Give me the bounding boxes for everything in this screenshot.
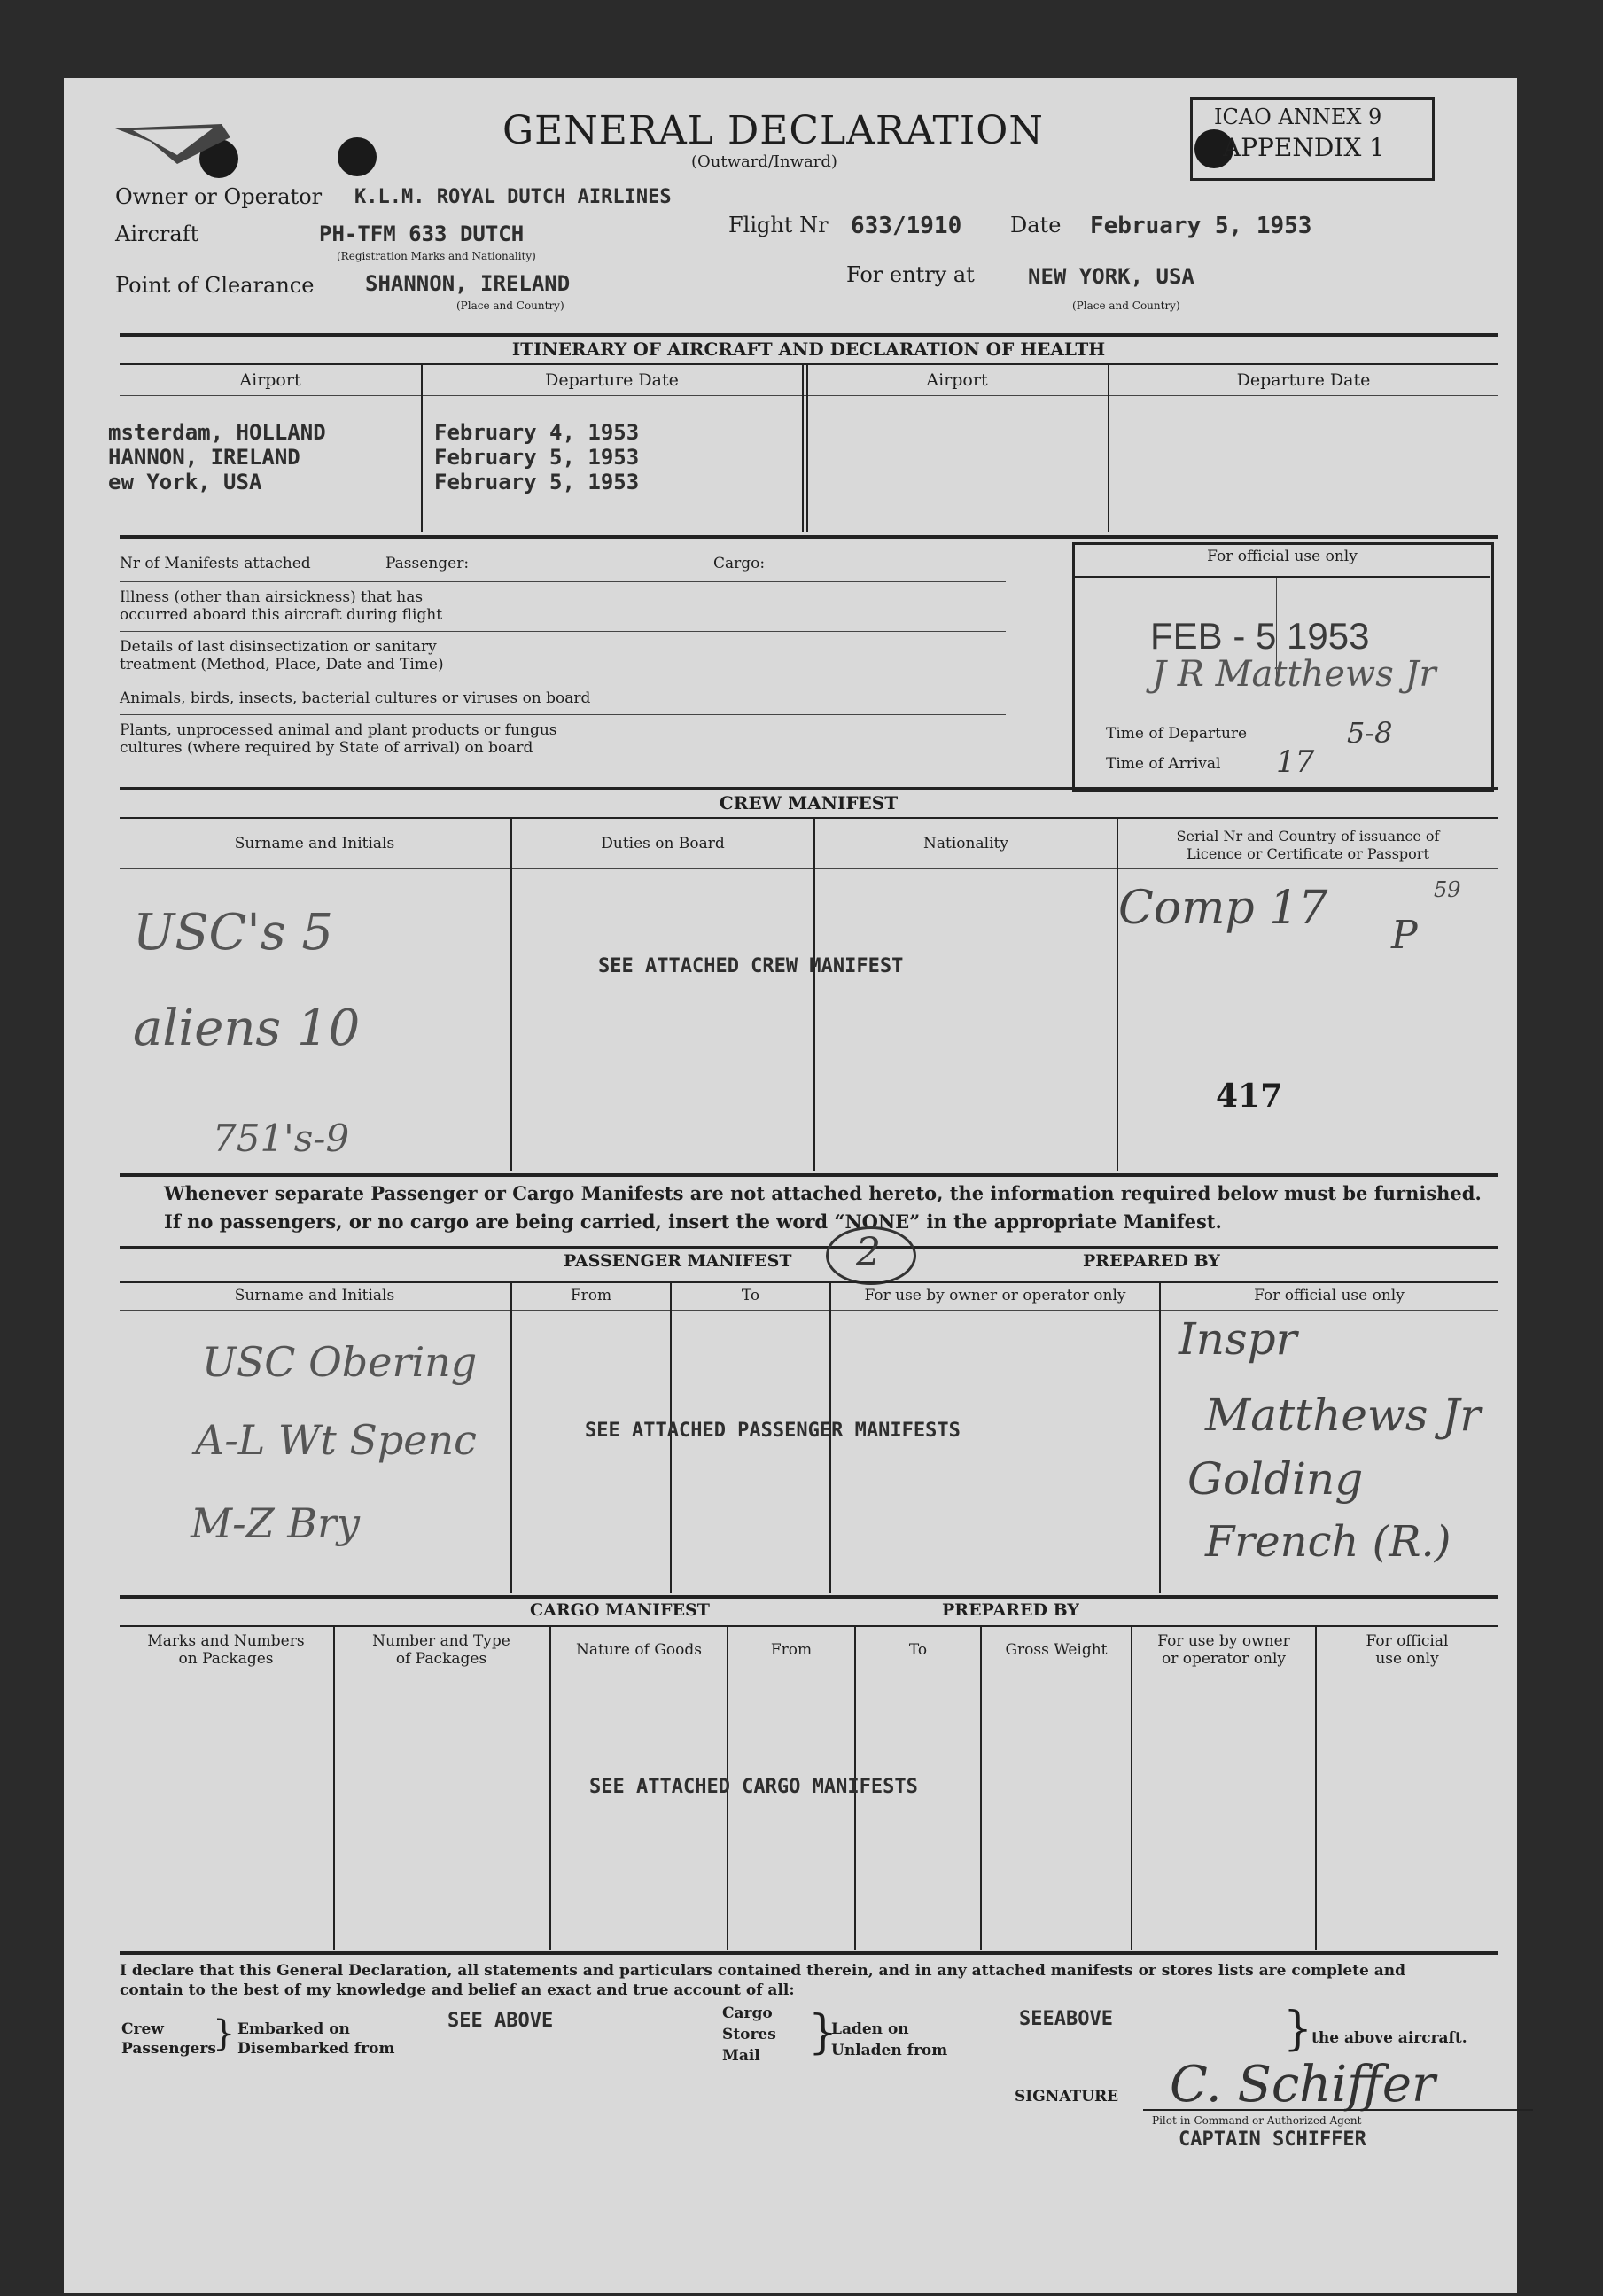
passenger-heading: PASSENGER MANIFEST <box>564 1251 792 1271</box>
crew-hw-comp-sup: 59 <box>1434 877 1461 902</box>
received-date-stamp: FEB - 5 1953 <box>1150 615 1370 657</box>
health-rule-1 <box>120 581 1006 582</box>
itinerary-col-departure-2: Departure Date <box>1236 370 1371 390</box>
cargo-col-from: From <box>770 1641 813 1659</box>
itinerary-date: February 5, 1953 <box>434 445 640 470</box>
date-value: February 5, 1953 <box>1090 213 1312 239</box>
passenger-body-text: SEE ATTACHED PASSENGER MANIFESTS <box>585 1420 961 1442</box>
pilot-note: Pilot-in-Command or Authorized Agent <box>1152 2114 1362 2127</box>
form-subtitle: (Outward/Inward) <box>691 152 837 171</box>
cargo-col-official-1: For official <box>1366 1632 1449 1650</box>
disinsect-label-1: Details of last disinsectization or sanitary <box>120 638 437 656</box>
crew-div-1 <box>510 817 512 1171</box>
cargo-col-marks-2: on Packages <box>178 1650 274 1668</box>
passenger-hw-right-2: Matthews Jr <box>1205 1389 1482 1441</box>
aircraft-value: PH-TFM 633 DUTCH <box>319 222 525 246</box>
passenger-col-from: From <box>570 1287 612 1304</box>
cargo-col-owner-2: or operator only <box>1161 1650 1287 1668</box>
health-rule-4 <box>120 714 1006 715</box>
itinerary-top-rule <box>120 333 1498 337</box>
notice-line-2: If no passengers, or no cargo are being carried, insert the word “NONE” in the appropriate Manifest. <box>164 1210 1222 1233</box>
cargo-col-official-2: use only <box>1375 1650 1439 1668</box>
time-arrival-value: 17 <box>1276 744 1315 780</box>
passenger-hw-left-2: A-L Wt Spenc <box>195 1416 477 1464</box>
flight-value: 633/1910 <box>851 213 962 239</box>
cargo-col-number-2: of Packages <box>395 1650 487 1668</box>
declaration-embarked: Embarked on <box>237 2020 350 2038</box>
passenger-div-1 <box>510 1281 512 1593</box>
passenger-prepared-by: PREPARED BY <box>1083 1251 1220 1271</box>
crew-div-2 <box>813 817 815 1171</box>
punch-hole-center <box>338 137 377 176</box>
clearance-value: SHANNON, IRELAND <box>365 271 571 296</box>
passenger-hw-left-3: M-Z Bry <box>191 1499 361 1547</box>
passenger-hw-right-4: French (R.) <box>1205 1517 1451 1567</box>
health-top-rule <box>120 535 1498 539</box>
declaration-laden: Laden on <box>831 2020 909 2038</box>
itinerary-col-airport-1: Airport <box>239 370 301 390</box>
crew-top-rule <box>120 787 1498 790</box>
cargo-div-7 <box>1315 1625 1317 1950</box>
captain-name: CAPTAIN SCHIFFER <box>1179 2129 1366 2151</box>
airline-logo <box>115 120 239 173</box>
owner-value: K.L.M. ROYAL DUTCH AIRLINES <box>354 186 672 208</box>
plants-label-1: Plants, unprocessed animal and plant products or fungus <box>120 721 557 739</box>
itinerary-date: February 5, 1953 <box>434 470 640 494</box>
appendix-label: APPENDIX 1 <box>1223 133 1385 162</box>
annex-label: ICAO ANNEX 9 <box>1214 105 1382 129</box>
form-title: GENERAL DECLARATION <box>502 108 1044 153</box>
illness-label-2: occurred aboard this aircraft during flight <box>120 606 443 624</box>
passenger-col-surname: Surname and Initials <box>234 1287 395 1304</box>
time-arrival-label: Time of Arrival <box>1106 755 1221 773</box>
official-use-rule <box>1074 576 1490 578</box>
cargo-heading-rule <box>120 1625 1498 1627</box>
declaration-stores: Stores <box>722 2026 776 2043</box>
crew-hw-comp-p: P <box>1391 913 1418 958</box>
itinerary-div-2 <box>802 363 804 532</box>
manifests-passenger-label: Passenger: <box>385 555 470 572</box>
plants-label-2: cultures (where required by State of arrival) on board <box>120 739 533 757</box>
itinerary-col-rule <box>120 395 1498 396</box>
itinerary-div-1 <box>421 363 423 532</box>
crew-hw-line1: USC's 5 <box>133 904 333 961</box>
passenger-hw-right-3: Golding <box>1187 1453 1364 1505</box>
disinsect-label-2: treatment (Method, Place, Date and Time) <box>120 656 444 673</box>
aircraft-note: (Registration Marks and Nationality) <box>337 250 536 262</box>
cargo-col-gross: Gross Weight <box>1005 1641 1108 1659</box>
cargo-col-nature: Nature of Goods <box>576 1641 702 1659</box>
crew-col-duties: Duties on Board <box>601 835 725 852</box>
itinerary-div-2b <box>806 363 808 532</box>
illness-label-1: Illness (other than airsickness) that has <box>120 588 424 606</box>
flight-label: Flight Nr <box>728 213 829 237</box>
itinerary-date: February 4, 1953 <box>434 420 640 445</box>
manifests-label: Nr of Manifests attached <box>120 555 311 572</box>
itinerary-airport: ew York, USA <box>108 470 262 494</box>
crew-heading-rule <box>120 817 1498 819</box>
cargo-col-to: To <box>908 1641 928 1659</box>
declaration-passengers: Passengers <box>121 2040 216 2058</box>
passenger-heading-rule <box>120 1281 1498 1283</box>
cargo-prepared-by: PREPARED BY <box>942 1600 1079 1620</box>
declaration-text-2: contain to the best of my knowledge and belief an exact and true account of all: <box>120 1981 795 1999</box>
passenger-col-owner: For use by owner or operator only <box>864 1287 1126 1304</box>
itinerary-div-3 <box>1108 363 1109 532</box>
declaration-brace-2: } <box>808 2006 838 2059</box>
crew-div-3 <box>1117 817 1118 1171</box>
crew-number: 417 <box>1216 1078 1283 1115</box>
itinerary-airport: msterdam, HOLLAND <box>108 420 326 445</box>
passenger-hw-right-1: Inspr <box>1179 1313 1297 1365</box>
entry-value: NEW YORK, USA <box>1028 264 1194 289</box>
captain-signature: C. Schiffer <box>1170 2056 1436 2113</box>
declaration-cargo: Cargo <box>722 2004 773 2022</box>
time-departure-label: Time of Departure <box>1106 725 1248 743</box>
declaration-mail: Mail <box>722 2047 760 2065</box>
declaration-above-aircraft: the above aircraft. <box>1311 2029 1467 2047</box>
declaration-disembarked: Disembarked from <box>237 2040 395 2058</box>
declaration-top-rule <box>120 1951 1498 1955</box>
crew-hw-comp: Comp 17 <box>1118 882 1328 935</box>
clearance-note: (Place and Country) <box>456 300 564 312</box>
declaration-see-above-2: SEEABOVE <box>1019 2008 1113 2030</box>
passenger-hw-left-1: USC Obering <box>202 1338 478 1386</box>
crew-col-rule <box>120 868 1498 869</box>
entry-label: For entry at <box>846 262 975 287</box>
passenger-col-to: To <box>741 1287 760 1304</box>
itinerary-col-departure-1: Departure Date <box>545 370 679 390</box>
itinerary-airport: HANNON, IRELAND <box>108 445 300 470</box>
declaration-brace-3: } <box>1283 2003 1313 2056</box>
crew-body-text: SEE ATTACHED CREW MANIFEST <box>598 955 904 977</box>
cargo-body-text: SEE ATTACHED CARGO MANIFESTS <box>589 1776 918 1798</box>
passenger-heading-hw: 2 <box>856 1230 881 1275</box>
notice-top-rule <box>120 1173 1498 1177</box>
date-label: Date <box>1010 213 1062 237</box>
crew-hw-line2: aliens 10 <box>133 1000 361 1057</box>
declaration-text-1: I declare that this General Declaration, all statements and particulars contained therein, and in any attached manifests or stores lists are complete and <box>120 1962 1406 1980</box>
declaration-see-above-1: SEE ABOVE <box>447 2010 554 2032</box>
itinerary-col-airport-2: Airport <box>926 370 988 390</box>
crew-col-nationality: Nationality <box>923 835 1008 852</box>
manifests-cargo-label: Cargo: <box>713 555 766 572</box>
cargo-col-number-1: Number and Type <box>372 1632 510 1650</box>
cargo-div-5 <box>980 1625 982 1950</box>
crew-heading: CREW MANIFEST <box>719 792 899 813</box>
cargo-heading: CARGO MANIFEST <box>530 1600 710 1620</box>
time-departure-value: 5-8 <box>1347 716 1393 750</box>
animals-label: Animals, birds, insects, bacterial cultures or viruses on board <box>120 689 591 707</box>
crew-col-serial-1: Serial Nr and Country of issuance of <box>1176 828 1440 844</box>
signature-line <box>1143 2109 1533 2111</box>
signature-label: SIGNATURE <box>1015 2088 1119 2105</box>
cargo-div-2 <box>549 1625 551 1950</box>
declaration-brace-1: } <box>213 2013 236 2054</box>
cargo-div-1 <box>333 1625 335 1950</box>
official-signature: J R Matthews Jr <box>1152 654 1436 695</box>
notice-line-1: Whenever separate Passenger or Cargo Manifests are not attached hereto, the information required below must be furnished. <box>164 1182 1482 1204</box>
passenger-col-official: For official use only <box>1254 1287 1405 1304</box>
crew-hw-line3: 751's-9 <box>213 1117 350 1160</box>
cargo-top-rule <box>120 1595 1498 1599</box>
aircraft-label: Aircraft <box>115 222 199 246</box>
clearance-label: Point of Clearance <box>115 273 315 298</box>
health-rule-2 <box>120 631 1006 632</box>
owner-label: Owner or Operator <box>115 184 323 209</box>
crew-col-surname: Surname and Initials <box>234 835 395 852</box>
itinerary-heading-rule <box>120 363 1498 365</box>
passenger-top-rule <box>120 1246 1498 1249</box>
cargo-col-owner-1: For use by owner <box>1157 1632 1290 1650</box>
cargo-col-marks-1: Marks and Numbers <box>147 1632 305 1650</box>
itinerary-heading: ITINERARY OF AIRCRAFT AND DECLARATION OF HEALTH <box>511 339 1106 360</box>
declaration-crew: Crew <box>121 2020 164 2038</box>
passenger-col-rule <box>120 1310 1498 1311</box>
official-use-heading: For official use only <box>1207 548 1358 565</box>
declaration-unladen: Unladen from <box>831 2042 948 2059</box>
passenger-div-4 <box>1159 1281 1161 1593</box>
cargo-div-6 <box>1131 1625 1132 1950</box>
crew-col-serial-2: Licence or Certificate or Passport <box>1187 845 1429 862</box>
entry-note: (Place and Country) <box>1072 300 1180 312</box>
